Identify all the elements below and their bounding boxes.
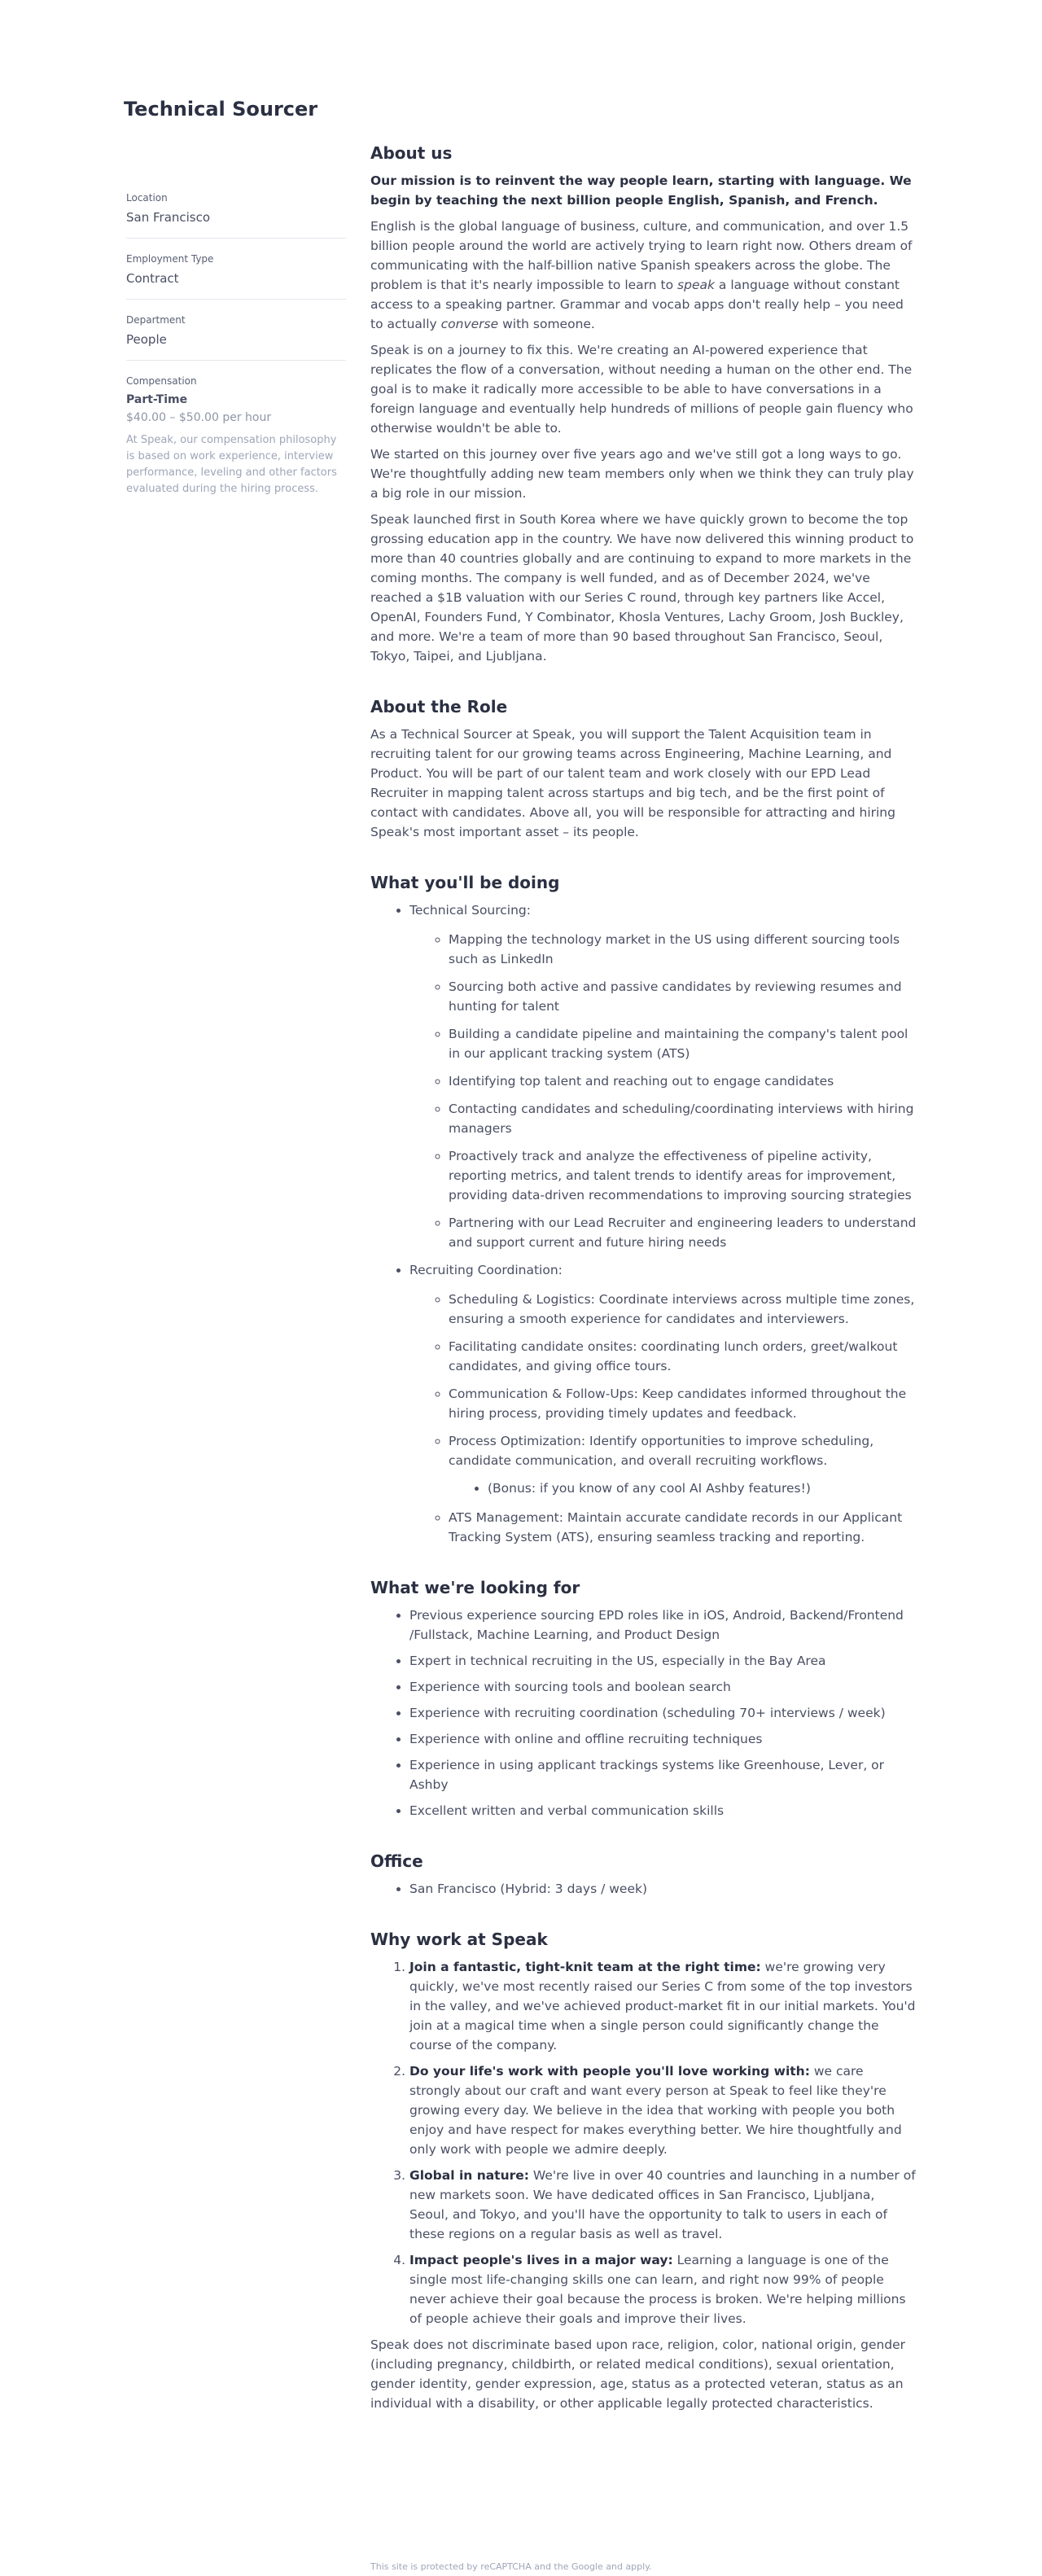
why-text: We're live in over 40 countries and launching in a number of new markets soon. We have dedicated offices in San Francisco, Ljubljana, Seoul, and Tokyo, and you'll have the opportunity to talk to users in each of these regions on a regular basis as well as travel.: [409, 2168, 916, 2241]
text-span: English is the global language of business, culture, and communication, and over 1.5 billion people around the world are actively trying to learn right now. Others dream of communicating with the half-billion native Spanish speakers across the globe. The problem is that it's nearly impossible to learn to: [370, 219, 913, 292]
list-item: [409, 2166, 917, 2244]
about-role-paragraph: As a Technical Sourcer at Speak, you will support the Talent Acquisition team in recruiting talent for our growing teams across Engineering, Machine Learning, and Product. You will be part of our talent team and work closely with our EPD Lead Recruiter in mapping talent across startups and big tech, and be the first point of contact with candidates. Above all, you will be responsible for attracting and hiring Speak's most important asset – its people.: [370, 727, 895, 839]
list-item: • San Francisco (Hybrid: 3 days / week): [409, 1879, 917, 1899]
sourcing-list: [409, 930, 917, 1252]
why-lead: Impact people's lives in a major way:: [409, 2253, 673, 2267]
coordination-title: Recruiting Coordination:: [409, 1263, 563, 1277]
list-item: [449, 1431, 917, 1498]
list-item: • Expert in technical recruiting in the US, especially in the Bay Area: [409, 1651, 917, 1671]
list-item: • Experience with online and offline recruiting techniques: [409, 1729, 917, 1749]
why-text: Learning a language is one of the single most life-changing skills one can learn, and right now 99% of people never achieve their goal because the process is broken. We're helping millions of people achieve their goals and improve their lives.: [409, 2253, 906, 2326]
why-lead: Do your life's work with people you'll love working with:: [409, 2064, 810, 2079]
list-item: • Excellent written and verbal communication skills: [409, 1801, 917, 1820]
why-text: we're growing very quickly, we've most recently raised our Series C from some of the top investors in the valley, and we've achieved product-market fit in our initial markets. You'd join at a magical time when a single person could significantly change the course of the company.: [409, 1960, 916, 2052]
job-description: [370, 142, 917, 2420]
location-block: [126, 192, 346, 239]
office-list: [370, 1879, 917, 1899]
location-value: San Francisco: [126, 210, 211, 225]
job-details-sidebar: [126, 192, 346, 525]
doing-heading: What you'll be doing: [370, 873, 560, 892]
list-item: • (Bonus: if you know of any cool AI Ashby features!): [488, 1479, 917, 1498]
list-item: ◦ Proactively track and analyze the effectiveness of pipeline activity, reporting metrics, and talent trends to identify areas for improvement, providing data-driven recommendations to improving sourcing strategies: [449, 1146, 917, 1205]
list-item: • Experience with recruiting coordination (scheduling 70+ interviews / week): [409, 1703, 917, 1723]
list-item: • Previous experience sourcing EPD roles like in iOS, Android, Backend/Frontend /Fullstack, Machine Learning, and Product Design: [409, 1606, 917, 1645]
list-item: ◦ Mapping the technology market in the US using different sourcing tools such as LinkedIn: [449, 930, 917, 969]
why-text: we care strongly about our craft and want every person at Speak to feel like they're growing every day. We believe in the idea that working with people you both enjoy and have respect for makes everything better. We hire thoughtfully and only work with people we admire deeply.: [409, 2064, 902, 2157]
bonus-list: [449, 1479, 917, 1498]
location-label: Location: [126, 192, 168, 204]
department-label: Department: [126, 314, 186, 326]
responsibilities-list: [370, 900, 917, 1547]
looking-heading: What we're looking for: [370, 1578, 580, 1597]
recaptcha-notice: This site is protected by reCAPTCHA and the Google and apply.: [370, 2561, 652, 2572]
list-item: ◦ Scheduling & Logistics: Coordinate interviews across multiple time zones, ensuring a smooth experience for candidates and interviewers.: [449, 1290, 917, 1329]
about-us-paragraph: We started on this journey over five years ago and we've still got a long ways to go. We're thoughtfully adding new team members only when we think they can truly play a big role in our mission.: [370, 447, 914, 501]
why-heading: Why work at Speak: [370, 1930, 548, 1949]
why-lead: Join a fantastic, tight-knit team at the right time:: [409, 1960, 761, 1974]
list-item: ◦ Partnering with our Lead Recruiter and engineering leaders to understand and support current and future hiring needs: [449, 1213, 917, 1252]
about-us-paragraph: [370, 217, 917, 334]
list-item: ◦ Sourcing both active and passive candidates by reviewing resumes and hunting for talent: [449, 977, 917, 1016]
list-item: ◦ ATS Management: Maintain accurate candidate records in our Applicant Tracking System (ATS), ensuring seamless tracking and reporting.: [449, 1508, 917, 1547]
list-item: [409, 1957, 917, 2055]
list-item: [409, 2250, 917, 2328]
list-item: [409, 1260, 917, 1547]
list-item: • Experience in using applicant trackings systems like Greenhouse, Lever, or Ashby: [409, 1755, 917, 1794]
list-item: ◦ Building a candidate pipeline and maintaining the company's talent pool in our applicant tracking system (ATS): [449, 1024, 917, 1063]
sourcing-title: Technical Sourcing:: [409, 903, 531, 918]
compensation-block: [126, 375, 346, 510]
coordination-list: [409, 1290, 917, 1547]
about-role-heading: About the Role: [370, 697, 508, 716]
emphasis-text: speak: [677, 278, 715, 292]
employment-type-label: Employment Type: [126, 253, 214, 265]
about-us-heading: About us: [370, 143, 453, 163]
compensation-range: $40.00 – $50.00 per hour: [126, 411, 272, 424]
text-span: a language without constant access to a speaking partner. Grammar and vocab apps don't really help – you need to actually: [370, 278, 904, 331]
about-us-paragraph: Speak launched first in South Korea where we have quickly grown to become the top grossing education app in the country. We have now delivered this winning product to more than 40 countries globally and are continuing to expand to more markets in the coming months. The company is well funded, and as of December 2024, we've reached a $1B valuation with our Series C round, through key partners like Accel, OpenAI, Founders Fund, Y Combinator, Khosla Ventures, Lachy Groom, Josh Buckley, and more. We're a team of more than 90 based throughout San Francisco, Seoul, Tokyo, Taipei, and Ljubljana.: [370, 512, 914, 664]
text-span: with someone.: [498, 317, 595, 331]
mission-statement: Our mission is to reinvent the way people learn, starting with language. We begin by teaching the next billion people English, Spanish, and French.: [370, 173, 912, 208]
employment-type-value: Contract: [126, 271, 179, 286]
list-item: ◦ Communication & Follow-Ups: Keep candidates informed throughout the hiring process, providing timely updates and feedback.: [449, 1384, 917, 1423]
list-item: ◦ Contacting candidates and scheduling/coordinating interviews with hiring managers: [449, 1099, 917, 1138]
emphasis-text: converse: [440, 317, 499, 331]
department-value: People: [126, 332, 167, 347]
job-title: Technical Sourcer: [124, 98, 318, 120]
requirements-list: [370, 1606, 917, 1820]
list-item: [409, 900, 917, 1252]
about-us-paragraph: Speak is on a journey to fix this. We're creating an AI-powered experience that replicates the flow of a conversation, without needing a human on the other end. The goal is to make it radically more accessible to be able to have conversations in a foreign language and eventually help hundreds of millions of people gain fluency who otherwise wouldn't be able to.: [370, 343, 913, 436]
list-item: [409, 2061, 917, 2159]
list-item: • Experience with sourcing tools and boolean search: [409, 1677, 917, 1697]
why-list: [370, 1957, 917, 2328]
employment-type-block: [126, 253, 346, 300]
list-item: ◦ Facilitating candidate onsites: coordinating lunch orders, greet/walkout candidates, and giving office tours.: [449, 1337, 917, 1376]
compensation-note: At Speak, our compensation philosophy is based on work experience, interview performance, leveling and other factors evaluated during the hiring process.: [126, 434, 337, 495]
list-item: ◦ Identifying top talent and reaching out to engage candidates: [449, 1071, 917, 1091]
eeo-statement: Speak does not discriminate based upon race, religion, color, national origin, gender (including pregnancy, childbirth, or related medical conditions), sexual orientation, gender identity, gender expression, age, status as a protected veteran, status as an individual with a disability, or other applicable legally protected characteristics.: [370, 2337, 906, 2411]
why-lead: Global in nature:: [409, 2168, 529, 2183]
office-heading: Office: [370, 1851, 423, 1871]
compensation-label: Compensation: [126, 375, 197, 387]
compensation-type: Part-Time: [126, 393, 188, 406]
process-text: Process Optimization: Identify opportunities to improve scheduling, candidate communication, and overall recruiting workflows.: [449, 1434, 874, 1468]
department-block: [126, 314, 346, 361]
